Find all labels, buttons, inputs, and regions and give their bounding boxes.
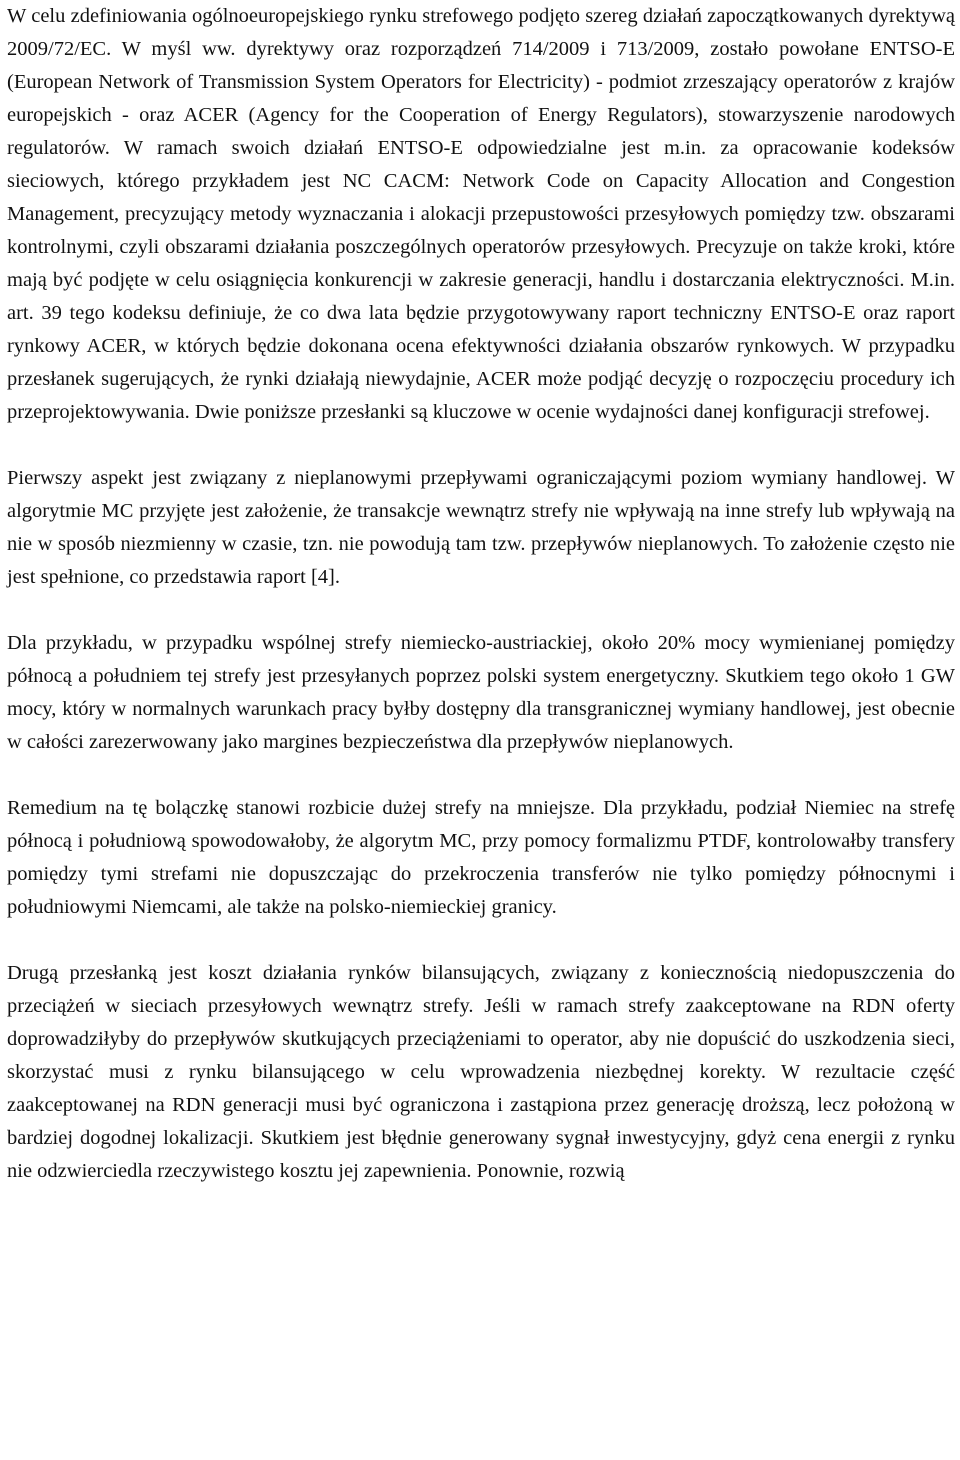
paragraph-gap (7, 429, 955, 462)
paragraph-1-part-b: dyrektywy oraz rozporządzeń 714/2009 i 713/2009, zostało powołane ENTSO-E (European Network of Transmission System Operators for Electricity) - podmiot zrzeszający operatorów z krajów europejskich - oraz ACER (Agency for the Cooperation of Energy Regulators), stowarzyszenie narodowych regulatorów. W ramach swoich działań ENTSO-E odpowiedzialne jest m.in. (7, 38, 956, 159)
paragraph-example-de-at: Dla przykładu, w przypadku wspólnej strefy niemiecko-austriackiej, około 20% mocy wymienianej pomiędzy północą a południem tej strefy jest przesyłanych poprzez polski system energetyczny. Skutkiem tego około 1 GW mocy, który w normalnych warunkach pracy byłby dostępny dla transgranicznej wymiany handlowej, jest obecnie w całości zarezerwowany jako margines bezpieczeństwa dla przepływów nieplanowych. (7, 632, 955, 753)
document-page (7, 0, 955, 1188)
paragraph-gap (7, 924, 955, 957)
paragraph-gap (7, 759, 955, 792)
paragraph-gap (7, 594, 955, 627)
paragraph-balancing-cost: Drugą przesłanką jest koszt działania rynków bilansujących, związany z koniecznością niedopuszczenia do przeciążeń w sieciach przesyłowych wewnątrz strefy. Jeśli w ramach strefy zaakceptowane na RDN oferty doprowadziłyby do przepływów skutkujących przeciążeniami to operator, aby nie dopuścić do uszkodzenia sieci, skorzystać musi z rynku bilansującego w celu wprowadzenia niezbędnej korekty. W rezultacie część zaakceptowanej na RDN generacji musi być ograniczona i zastąpiona przez generację droższą, lecz położoną w bardziej dogodnej lokalizacji. Skutkiem jest błędnie generowany sygnał inwestycyjny, gdyż cena energii z rynku nie odzwierciedla rzeczywistego kosztu jej zapewnienia. Ponownie, rozwią (7, 962, 955, 1182)
paragraph-unplanned-flows: Pierwszy aspekt jest związany z nieplanowymi przepływami ograniczającymi poziom wymiany handlowej. W algorytmie MC przyjęte jest założenie, że transakcje wewnątrz strefy nie wpływają na inne strefy lub wpływają na nie w sposób niezmienny w czasie, tzn. nie powodują tam tzw. przepływów nieplanowych. To założenie często nie jest spełnione, co przedstawia raport [4]. (7, 467, 955, 588)
paragraph-entsoe-acer (7, 0, 955, 429)
paragraph-1-part-a: W celu zdefiniowania ogólnoeuropejskiego rynku strefowego podjęto szereg działań zapoczątkowanych dyrektywą 2009/72/EC. W myśl ww. (7, 5, 955, 60)
paragraph-1-part-c: za opracowanie kodeksów sieciowych, którego przykładem jest NC CACM: Network Code on Capacity Allocation and Congestion Management, precyzujący metody wyznaczania i alokacji przepustowości przesyłowych pomiędzy tzw. obszarami kontrolnymi, czyli obszarami działania poszczególnych operatorów przesyłowych. Precyzuje on także kroki, które mają być podjęte w celu osiągnięcia konkurencji w zakresie generacji, handlu i dostarczania elektryczności. M.in. art. 39 tego kodeksu definiuje, że co dwa lata będzie przygotowywany raport techniczny ENTSO-E oraz raport rynkowy ACER, w których będzie dokonana ocena efektywności działania obszarów rynkowych. W przypadku przesłanek sugerujących, że rynki działają niewydajnie, ACER może podjąć decyzję o rozpoczęciu procedury ich przeprojektowywania. Dwie poniższe przesłanki są kluczowe w ocenie wydajności danej konfiguracji strefowej. (7, 137, 955, 423)
paragraph-remedy: Remedium na tę bolączkę stanowi rozbicie dużej strefy na mniejsze. Dla przykładu, podział Niemiec na strefę północą i południową spowodowałoby, że algorytm MC, przy pomocy formalizmu PTDF, kontrolowałby transfery pomiędzy tymi strefami nie dopuszczając do przekroczenia transferów nie tylko pomiędzy północnymi i południowymi Niemcami, ale także na polsko-niemieckiej granicy. (7, 797, 955, 918)
